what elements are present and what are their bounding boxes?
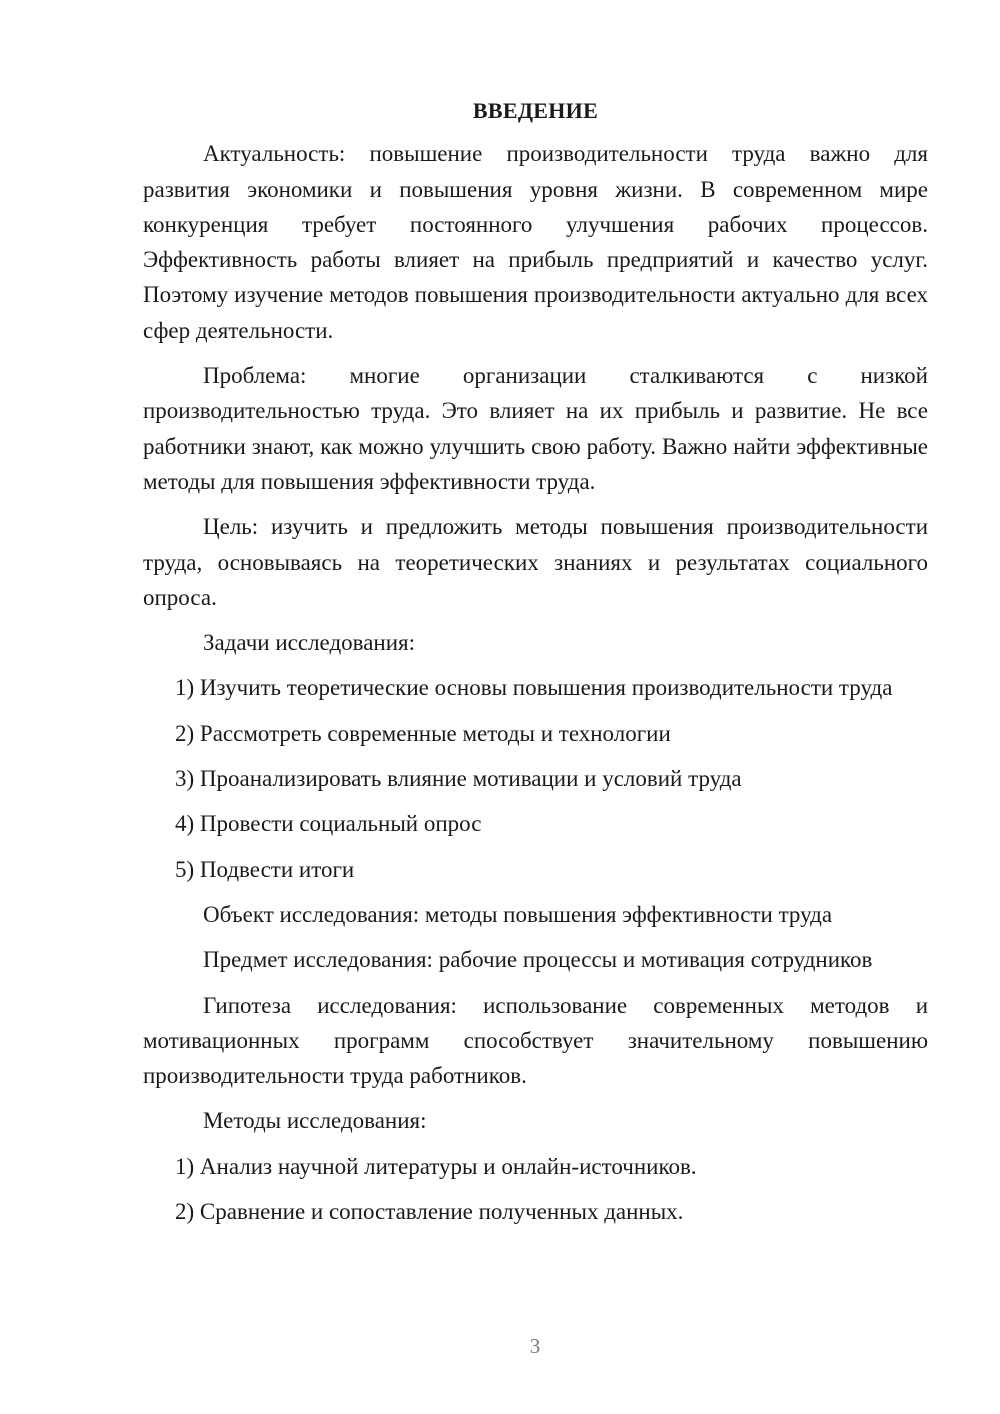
problem-paragraph: Проблема: многие организации сталкиваются с низкой производительностью труда. Это влияет на их прибыль и развитие. Не все работники знают, как можно улучшить свою работу. Важно найти эффективные методы для повышения эффективности труда.: [143, 363, 928, 494]
method-item: 2) Сравнение и сопоставление полученных данных.: [175, 1199, 684, 1225]
task-item: 2) Рассмотреть современные методы и технологии: [175, 720, 671, 746]
methods-heading: Методы исследования:: [203, 1108, 427, 1134]
hypothesis-paragraph: Гипотеза исследования: использование современных методов и мотивационных программ способствует значительному повышению производительности труда работников.: [143, 992, 928, 1089]
page-content: [143, 93, 928, 1239]
task-item: 4) Провести социальный опрос: [175, 811, 482, 837]
subject-paragraph: Предмет исследования: рабочие процессы и мотивация сотрудников: [203, 947, 873, 973]
method-item: 1) Анализ научной литературы и онлайн-источников.: [175, 1153, 697, 1179]
relevance-paragraph: Актуальность: повышение производительности труда важно для развития экономики и повышения уровня жизни. В современном мире конкуренция требует постоянного улучшения рабочих процессов. Эффективность работы влияет на прибыль предприятий и качество услуг. Поэтому изучение методов повышения производительности актуально для всех сфер деятельности.: [143, 141, 928, 343]
goal-paragraph: Цель: изучить и предложить методы повышения производительности труда, основываясь на теоретических знаниях и результатах социального опроса.: [143, 514, 928, 610]
page-title: ВВЕДЕНИЕ: [472, 98, 599, 123]
tasks-heading: Задачи исследования:: [203, 630, 416, 656]
page-number: 3: [529, 1334, 541, 1358]
task-item: 5) Подвести итоги: [175, 856, 355, 882]
task-item: 3) Проанализировать влияние мотивации и условий труда: [175, 766, 742, 792]
task-item: 1) Изучить теоретические основы повышения производительности труда: [175, 675, 893, 701]
object-paragraph: Объект исследования: методы повышения эффективности труда: [203, 901, 833, 927]
